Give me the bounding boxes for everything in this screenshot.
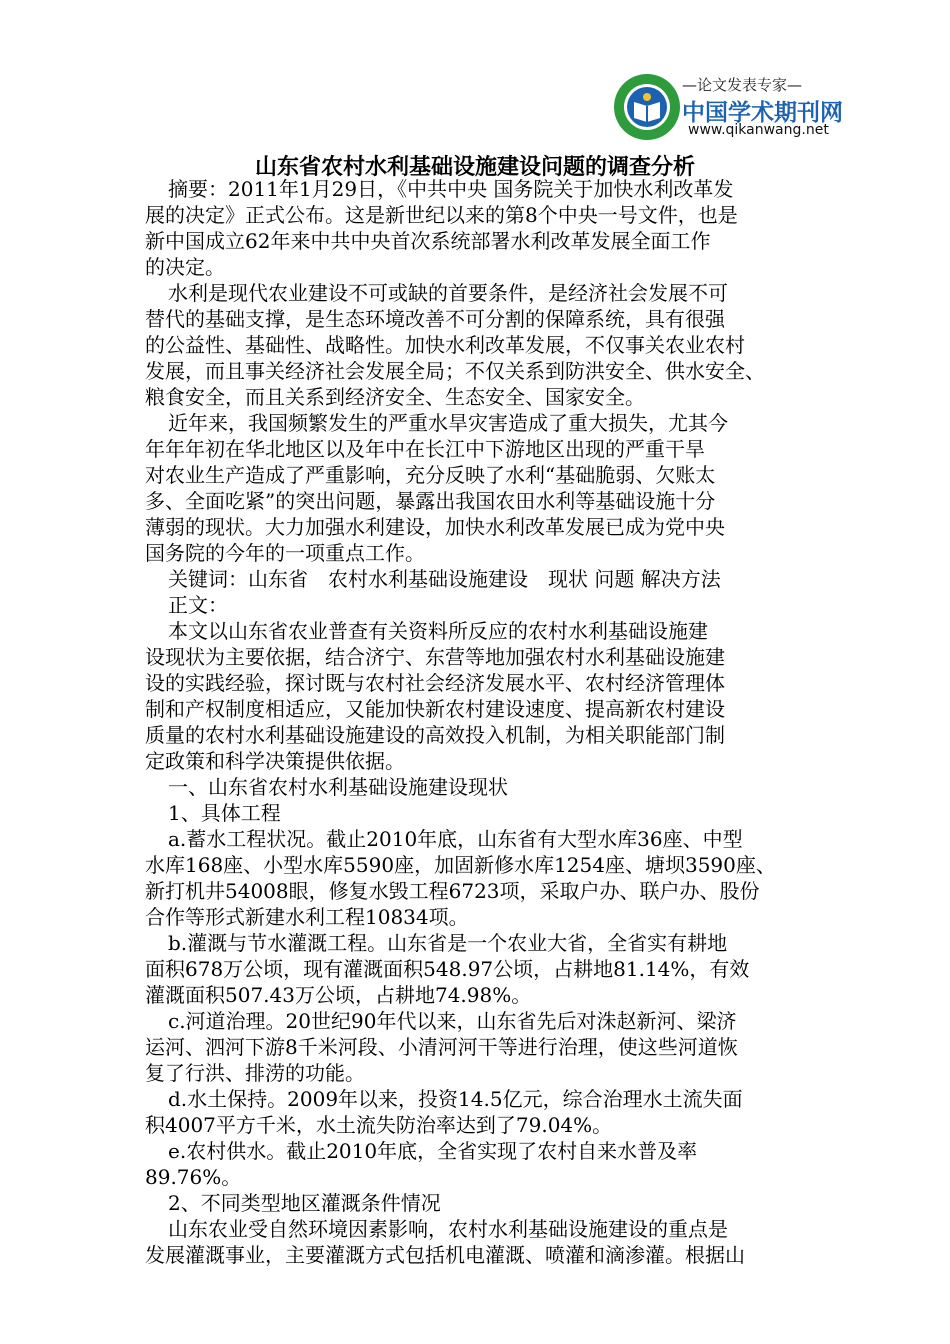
text-line: 展的决定》正式公布。这是新世纪以来的第8个中央一号文件，也是 [145, 203, 738, 227]
section-heading: 一、山东省农村水利基础设施建设现状 [168, 775, 508, 799]
text-line: 新中国成立62年来中共中央首次系统部署水利改革发展全面工作 [145, 229, 711, 253]
text-line: 本文以山东省农业普查有关资料所反应的农村水利基础设施建 [168, 619, 708, 643]
text-line: 设现状为主要依据，结合济宁、东营等地加强农村水利基础设施建 [145, 645, 725, 669]
text-line: 的公益性、基础性、战略性。加快水利改革发展，不仅事关农业农村 [145, 333, 745, 357]
text-line: 发展，而且事关经济社会发展全局；不仅关系到防洪安全、供水安全、 [145, 359, 765, 383]
text-line: 的决定。 [145, 255, 225, 279]
subsection-heading: 1、具体工程 [168, 801, 281, 825]
keywords-line: 关键词：山东省 农村水利基础设施建设 现状 问题 解决方法 [168, 567, 721, 591]
text-line: d.水土保持。2009年以来，投资14.5亿元，综合治理水土流失面 [168, 1087, 743, 1111]
subsection-heading: 2、不同类型地区灌溉条件情况 [168, 1191, 441, 1215]
text-line: a.蓄水工程状况。截止2010年底，山东省有大型水库36座、中型 [168, 827, 743, 851]
text-line: 89.76%。 [145, 1165, 242, 1189]
text-line: 复了行洪、排涝的功能。 [145, 1061, 365, 1085]
seal-logo-icon [612, 72, 682, 142]
text-line: 水库168座、小型水库5590座，加固新修水库1254座、塘坝3590座、 [145, 853, 776, 877]
text-line: 面积678万公顷，现有灌溉面积548.97公顷，占耕地81.14%，有效 [145, 957, 750, 981]
text-line: 设的实践经验，探讨既与农村社会经济发展水平、农村经济管理体 [145, 671, 725, 695]
logo-tagline: —论文发表专家— [682, 76, 803, 94]
text-line: 定政策和科学决策提供依据。 [145, 749, 405, 773]
text-line: e.农村供水。截止2010年底，全省实现了农村自来水普及率 [168, 1139, 698, 1163]
text-line: 替代的基础支撑，是生态环境改善不可分割的保障系统，具有很强 [145, 307, 725, 331]
text-line: 合作等形式新建水利工程10834项。 [145, 905, 469, 929]
text-line: 质量的农村水利基础设施建设的高效投入机制，为相关职能部门制 [145, 723, 725, 747]
text-line: 山东农业受自然环境因素影响，农村水利基础设施建设的重点是 [168, 1217, 728, 1241]
text-line: 薄弱的现状。大力加强水利建设，加快水利改革发展已成为党中央 [145, 515, 725, 539]
text-line: 对农业生产造成了严重影响，充分反映了水利“基础脆弱、欠账太 [145, 463, 716, 487]
text-line: 灌溉面积507.43万公顷，占耕地74.98%。 [145, 983, 532, 1007]
text-line: 摘要：2011年1月29日，《中共中央 国务院关于加快水利改革发 [168, 177, 734, 201]
text-line: 运河、泗河下游8千米河段、小清河河干等进行治理，使这些河道恢 [145, 1035, 738, 1059]
text-line: 新打机井54008眼，修复水毁工程6723项，采取户办、联户办、股份 [145, 879, 760, 903]
text-line: 制和产权制度相适应，又能加快新农村建设速度、提高新农村建设 [145, 697, 725, 721]
text-line: 正文： [168, 593, 228, 617]
text-line: 水利是现代农业建设不可或缺的首要条件，是经济社会发展不可 [168, 281, 728, 305]
text-line: c.河道治理。20世纪90年代以来，山东省先后对洙赵新河、梁济 [168, 1009, 737, 1033]
text-line: 粮食安全，而且关系到经济安全、生态安全、国家安全。 [145, 385, 645, 409]
document-title: 山东省农村水利基础设施建设问题的调查分析 [254, 154, 695, 180]
text-line: 年年年初在华北地区以及年中在长江中下游地区出现的严重干旱 [145, 437, 705, 461]
text-line: b.灌溉与节水灌溉工程。山东省是一个农业大省，全省实有耕地 [168, 931, 728, 955]
text-line: 发展灌溉事业，主要灌溉方式包括机电灌溉、喷灌和滴渗灌。根据山 [145, 1243, 745, 1267]
text-line: 积4007平方千米，水土流失防治率达到了79.04%。 [145, 1113, 613, 1137]
logo-name: 中国学术期刊网 [682, 100, 843, 126]
text-line: 近年来，我国频繁发生的严重水旱灾害造成了重大损失，尤其今 [168, 411, 728, 435]
text-line: 国务院的今年的一项重点工作。 [145, 541, 425, 565]
logo-url: www.qikanwang.net [688, 122, 829, 138]
journal-logo [612, 72, 843, 158]
text-line: 多、全面吃紧”的突出问题，暴露出我国农田水利等基础设施十分 [145, 489, 716, 513]
